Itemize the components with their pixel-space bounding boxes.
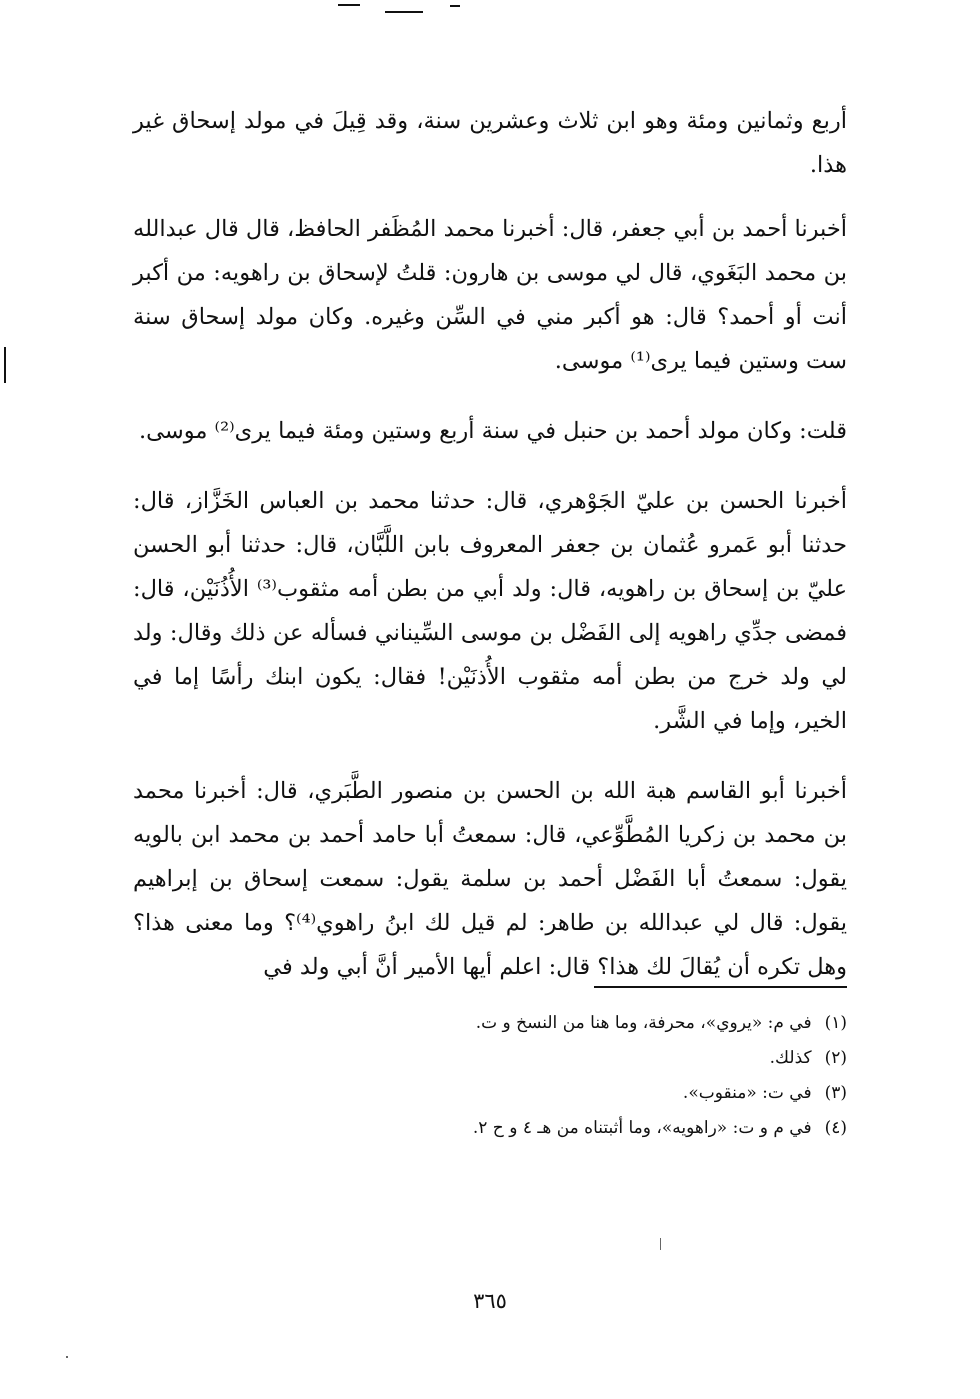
footnote-number: (٤) [824,1118,847,1138]
footnote-number: (٣) [824,1083,847,1103]
main-text [133,99,847,989]
scan-artifact-top-1 [338,4,360,6]
footnote-separator [594,986,847,988]
paragraph-1: أربع وثمانين ومئة وهو ابن ثلاث وعشرين سنة، وقد قِيلَ في مولد إسحاق غير هذا. [133,108,847,178]
footnote-text: في م: «يروي»، محرفة، وما هنا من النسخ و ت. [475,1013,812,1033]
footnote-number: (١) [824,1013,847,1033]
scan-artifact-left [4,347,6,383]
page-number: ٣٦٥ [473,1289,507,1313]
scan-artifact-middle [660,1238,661,1250]
paragraph-3: قلت: وكان مولد أحمد بن حنبل في سنة أربع وستين ومئة فيما يرى⁽²⁾ موسى. [138,418,847,444]
footnote-text: في م و ت: «راهويه»، وما أثبتناه من هـ ٤ و ح ٢. [472,1118,812,1138]
footnote-number: (٢) [824,1048,847,1068]
footnote-text: في ت: «منقوب». [682,1083,812,1103]
footnote-3 [300,1076,847,1111]
paragraph-2: أخبرنا أحمد بن أبي جعفر، قال: أخبرنا محمد المُظَفر الحافظ، قال قال عبدالله بن محمد البَغَوي، قال لي موسى بن هارون: قلتُ لإسحاق بن راهويه: من أكبر أنت أو أحمد؟ قال: هو أكبر مني في السِّن وغيره. وكان مولد إسحاق سنة ست وستين فيما يرى⁽¹⁾ موسى. [133,216,847,374]
footnote-text: كذلك. [769,1048,812,1068]
scan-artifact-top-3 [450,5,460,7]
footnote-1 [300,1006,847,1041]
footnote-4 [300,1111,847,1146]
paragraph-5: أخبرنا أبو القاسم هبة الله بن الحسن بن منصور الطَّبَري، قال: أخبرنا محمد بن محمد بن زكريا المُطَّوِّعي، قال: سمعتُ أبا حامد أحمد بن محمد ابن بالويه يقول: سمعتُ أبا الفَضْل أحمد بن سلمة يقول: سمعت إسحاق بن إبراهيم يقول: قال لي عبدالله بن طاهر: لم قيل لك ابنُ راهوي⁽⁴⁾؟ وما معنى هذا؟ وهل تكره أن يُقالَ لك هذا؟ قال: اعلم أيها الأمير أنَّ أبي ولد في [133,778,847,980]
footnote-2 [300,1041,847,1076]
scan-artifact-bottom [66,1356,68,1358]
scan-artifact-top-2 [385,11,423,13]
paragraph-4: أخبرنا الحسن بن عليّ الجَوْهري، قال: حدثنا محمد بن العباس الخَزَّاز، قال: حدثنا أبو عَمرو عُثمان بن جعفر المعروف بابن اللَّبَّان، قال: حدثنا أبو الحسن عليّ بن إسحاق بن راهويه، قال: ولد أبي من بطن أمه مثقوب⁽³⁾ الأُذُنَيْن، قال: فمضى جدِّي راهويه إلى الفَضْل بن موسى السِّيناني فسأله عن ذلك وقال: ولد لي ولد خرج من بطن أمه مثقوب الأُذنَيْن! فقال: يكون ابنك رأسًا إما في الخير، وإما في الشَّر. [133,488,847,734]
footnotes [300,1006,847,1146]
